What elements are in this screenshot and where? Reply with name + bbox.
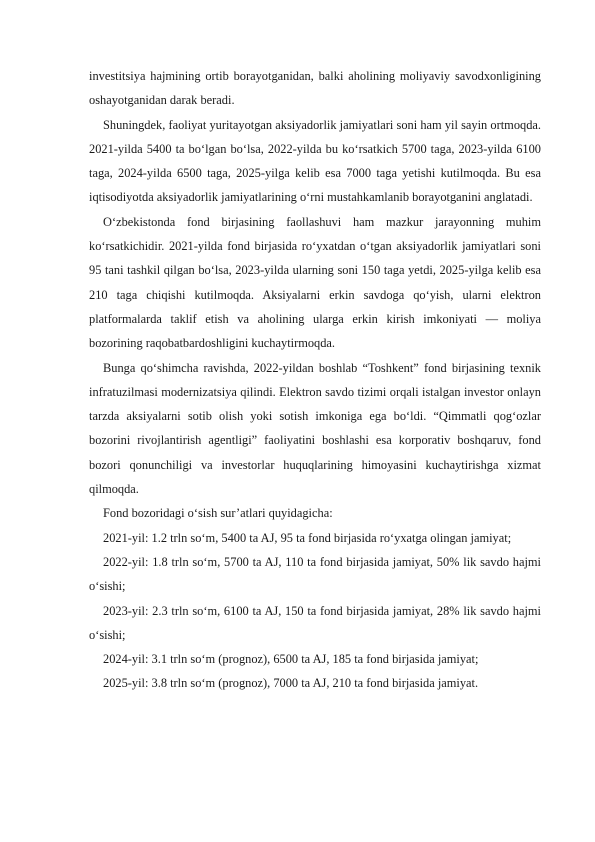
- document-page: [89, 64, 541, 696]
- paragraph-intro-continuation: investitsiya hajmining ortib borayotganidan, balki aholining moliyaviy savodxonligining oshayotganidan darak beradi.: [89, 69, 541, 108]
- list-item-2021: 2021-yil: 1.2 trln so‘m, 5400 ta AJ, 95 ta fond birjasida ro‘yxatga olingan jamiyat;: [103, 530, 512, 545]
- list-item-2025: 2025-yil: 3.8 trln so‘m (prognoz), 7000 ta AJ, 210 ta fond birjasida jamiyat.: [103, 676, 479, 691]
- paragraph-growth-rates-heading: Fond bozoridagi o‘sish sur’atlari quyidagicha:: [103, 506, 333, 521]
- paragraph-joint-stock-companies: Shuningdek, faoliyat yuritayotgan aksiyadorlik jamiyatlari soni ham yil sayin ortmoqda. 2021-yilda 5400 ta bo‘lgan bo‘lsa, 2022-yilda bu ko‘rsatkich 5700 taga, 2023-yilda 6100 taga, 2024-yilda 6500 taga, 2025-yilga kelib esa 7000 taga yetishi kutilmoqda. Bu esa iqtisodiyotda aksiyadorlik jamiyatlarining o‘rni mustahkamlanib borayotganini anglatadi.: [89, 117, 541, 205]
- list-item-2022: 2022-yil: 1.8 trln so‘m, 5700 ta AJ, 110 ta fond birjasida jamiyat, 50% lik savdo hajmi o‘sishi;: [89, 554, 541, 594]
- list-item-2024: 2024-yil: 3.1 trln so‘m (prognoz), 6500 ta AJ, 185 ta fond birjasida jamiyat;: [103, 652, 479, 667]
- paragraph-stock-exchange: O‘zbekistonda fond birjasining faollashuvi ham mazkur jarayonning muhim ko‘rsatkichidir. 2021-yilda fond birjasida ro‘yxatdan o‘tgan aksiyadorlik jamiyatlari soni 95 tani tashkil qilgan bo‘lsa, 2023-yilda ularning soni 150 taga yetdi, 2025-yilga kelib esa 210 taga chiqishi kutilmoqda. Aksiyalarni erkin savdoga qo‘yish, ularni elektron platformalarda taklif etish va aholining ularga erkin kirish imkoniyati — moliya bozorining raqobatbardoshligini kuchaytirmoqda.: [89, 214, 541, 351]
- paragraph-modernization: Bunga qo‘shimcha ravishda, 2022-yildan boshlab “Toshkent” fond birjasining texnik infratuzilmasi modernizatsiya qilindi. Elektron savdo tizimi orqali istalgan investor onlayn tarzda aksiyalarni sotib olish yoki sotish imkoniga ega bo‘ldi. “Qimmatli qog‘ozlar bozorini rivojlantirish agentligi” faoliyatini boshlashi esa korporativ boshqaruv, fond bozori qonunchiligi va investorlar huquqlarining himoyasini kuchaytirishga xizmat qilmoqda.: [89, 360, 541, 497]
- list-item-2023: 2023-yil: 2.3 trln so‘m, 6100 ta AJ, 150 ta fond birjasida jamiyat, 28% lik savdo hajmi o‘sishi;: [89, 603, 541, 642]
